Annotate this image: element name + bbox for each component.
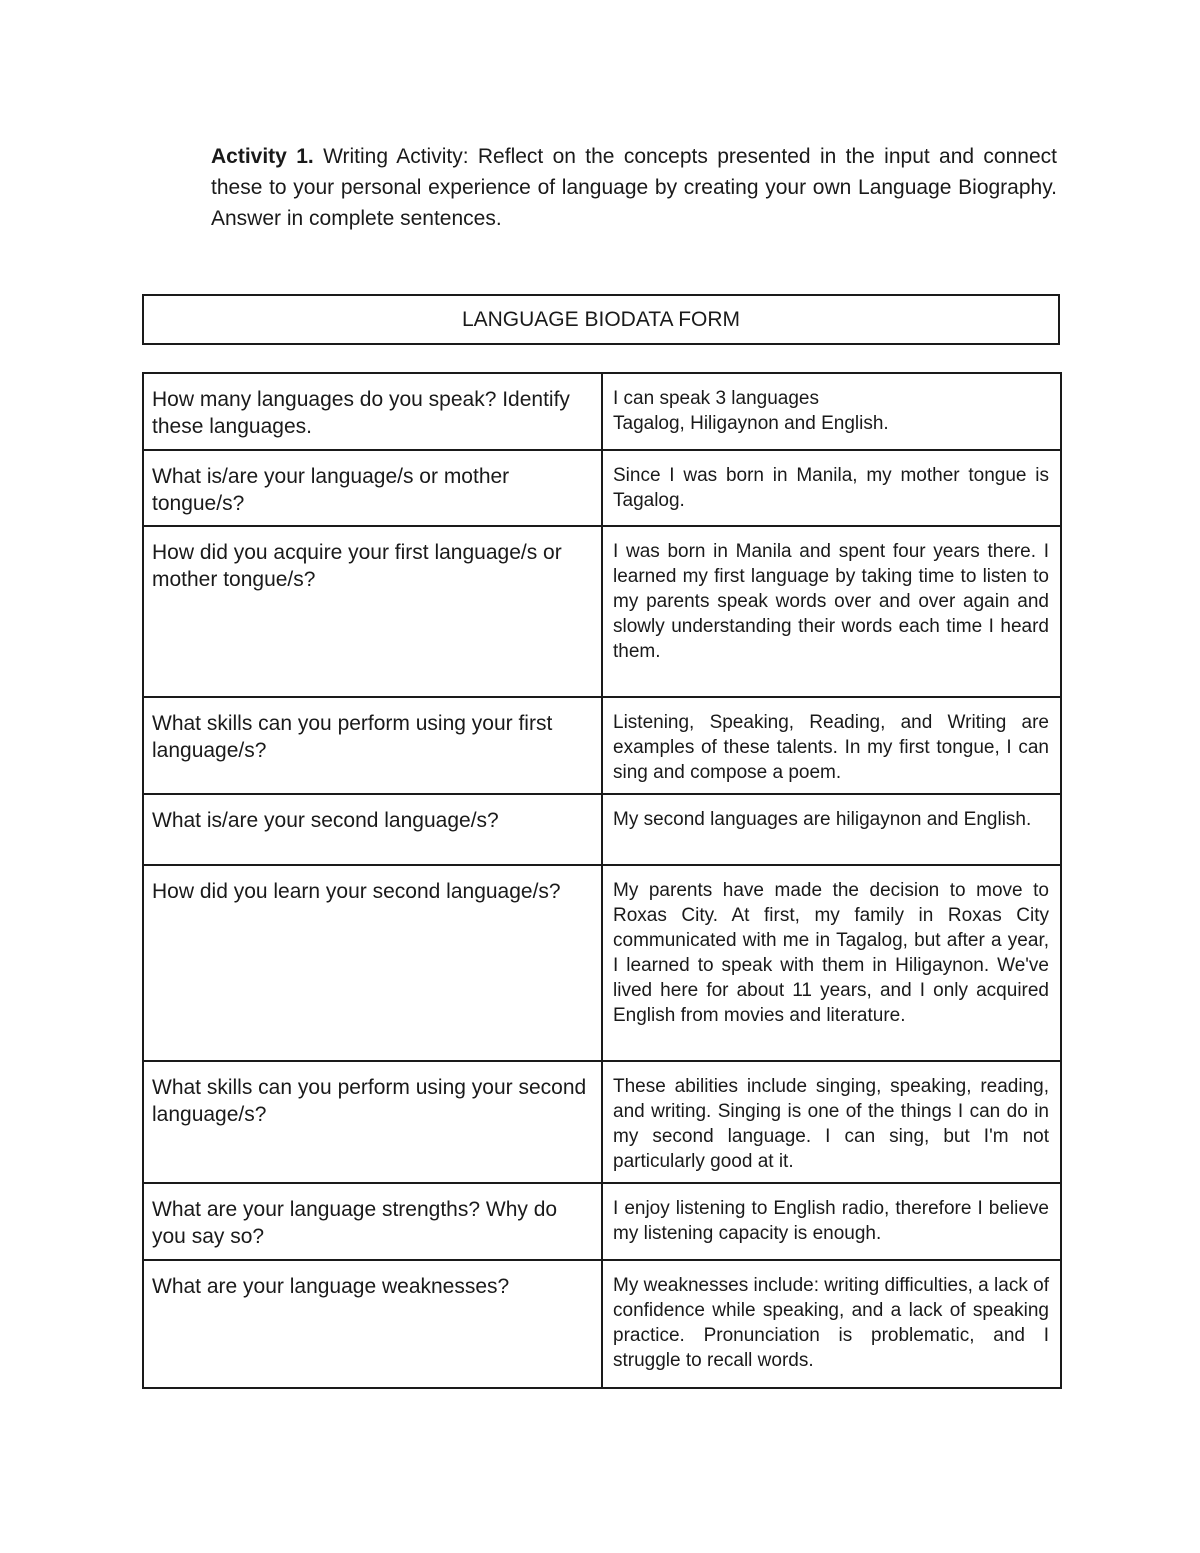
form-title: LANGUAGE BIODATA FORM xyxy=(461,307,741,331)
activity-instructions-text: Writing Activity: Reflect on the concepts presented in the input and connect these to your personal experience of language by creating your own Language Biography. Answer in complete sentences. xyxy=(211,145,1057,230)
table-row xyxy=(143,373,1061,450)
table-row xyxy=(143,526,1061,697)
answer-cell: These abilities include singing, speaking, reading, and writing. Singing is one of the things I can do in my second language. I can sing, but I'm not particularly good at it. xyxy=(602,1061,1061,1183)
table-row xyxy=(143,450,1061,526)
answer-cell: My weaknesses include: writing difficulties, a lack of confidence while speaking, and a lack of speaking practice. Pronunciation is problematic, and I struggle to recall words. xyxy=(602,1260,1061,1388)
table-row xyxy=(143,1260,1061,1388)
table-row xyxy=(143,1183,1061,1260)
question-cell: How did you acquire your first language/s or mother tongue/s? xyxy=(143,526,602,697)
table-row xyxy=(143,865,1061,1061)
question-cell: What is/are your second language/s? xyxy=(143,794,602,865)
question-cell: How many languages do you speak? Identify these languages. xyxy=(143,373,602,450)
question-cell: What skills can you perform using your first language/s? xyxy=(143,697,602,794)
question-cell: How did you learn your second language/s? xyxy=(143,865,602,1061)
answer-line: Tagalog, Hiligaynon and English. xyxy=(613,413,889,434)
activity-instructions xyxy=(211,141,1057,234)
question-cell: What skills can you perform using your second language/s? xyxy=(143,1061,602,1183)
question-cell: What is/are your language/s or mother tongue/s? xyxy=(143,450,602,526)
answer-cell: My second languages are hiligaynon and English. xyxy=(602,794,1061,865)
answer-cell: Since I was born in Manila, my mother tongue is Tagalog. xyxy=(602,450,1061,526)
table-row xyxy=(143,1061,1061,1183)
answer-cell: I enjoy listening to English radio, therefore I believe my listening capacity is enough. xyxy=(602,1183,1061,1260)
answer-cell: My parents have made the decision to move to Roxas City. At first, my family in Roxas City communicated with me in Tagalog, but after a year, I learned to speak with them in Hiligaynon. We've lived here for about 11 years, and I only acquired English from movies and literature. xyxy=(602,865,1061,1061)
answer-line: I can speak 3 languages xyxy=(613,388,819,409)
table-row xyxy=(143,697,1061,794)
activity-label: Activity 1. xyxy=(211,145,314,168)
answer-cell xyxy=(602,373,1061,450)
biodata-table xyxy=(142,372,1062,1389)
question-cell: What are your language strengths? Why do you say so? xyxy=(143,1183,602,1260)
form-title-box xyxy=(142,294,1060,345)
question-cell: What are your language weaknesses? xyxy=(143,1260,602,1388)
answer-cell: I was born in Manila and spent four years there. I learned my first language by taking time to listen to my parents speak words over and over again and slowly understanding their words each time I heard them. xyxy=(602,526,1061,697)
table-row xyxy=(143,794,1061,865)
answer-cell: Listening, Speaking, Reading, and Writing are examples of these talents. In my first tongue, I can sing and compose a poem. xyxy=(602,697,1061,794)
